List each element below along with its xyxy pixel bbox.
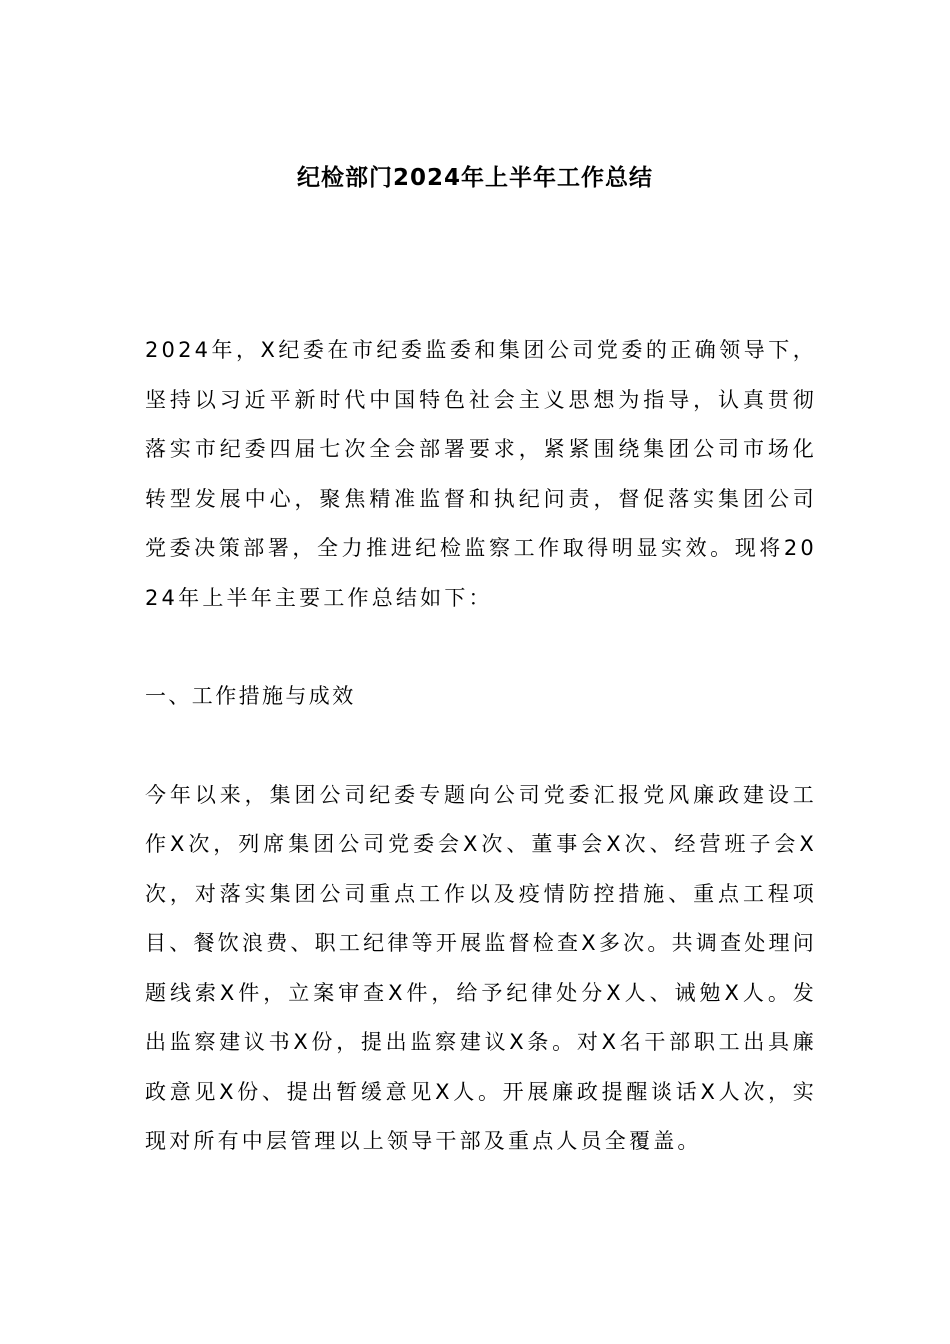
document-title: 纪检部门2024年上半年工作总结: [296, 165, 653, 191]
document-body: [145, 326, 817, 1167]
section-heading-1: 一、工作措施与成效: [145, 684, 356, 708]
intro-paragraph: 2024年，X纪委在市纪委监委和集团公司党委的正确领导下，坚持以习近平新时代中国特色社会主义思想为指导，认真贯彻落实市纪委四届七次全会部署要求，紧紧围绕集团公司市场化转型发展中心，聚焦精准监督和执纪问责，督促落实集团公司党委决策部署，全力推进纪检监察工作取得明显实效。现将2024年上半年主要工作总结如下：: [145, 338, 817, 610]
section-1-paragraph: 今年以来，集团公司纪委专题向公司党委汇报党风廉政建设工作X次，列席集团公司党委会X次、董事会X次、经营班子会X次，对落实集团公司重点工作以及疫情防控措施、重点工程项目、餐饮浪费、职工纪律等开展监督检查X多次。共调查处理问题线索X件，立案审查X件，给予纪律处分X人、诫勉X人。发出监察建议书X份，提出监察建议X条。对X名干部职工出具廉政意见X份、提出暂缓意见X人。开展廉政提醒谈话X人次，实现对所有中层管理以上领导干部及重点人员全覆盖。: [145, 782, 817, 1153]
